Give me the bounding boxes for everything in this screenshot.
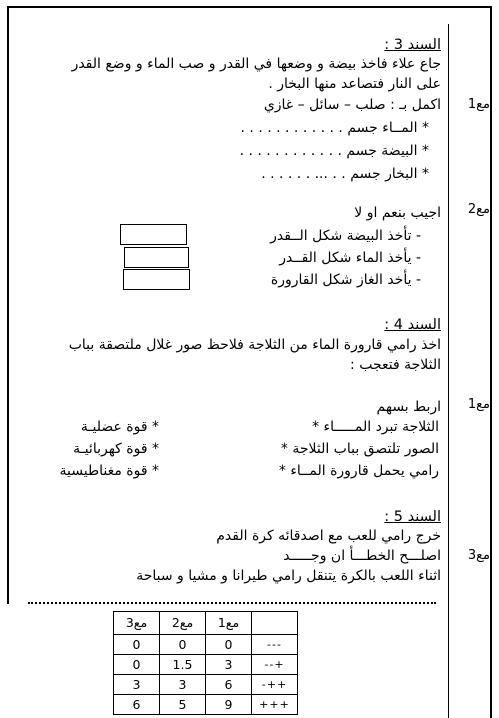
q3-prompt: اربط بسهم	[376, 399, 441, 415]
table-row	[114, 635, 298, 655]
criterion-label-q2: مع2	[467, 202, 490, 217]
doc5-text-line2: اصلـــح الخطـــأ ان وجـــــد	[283, 548, 441, 564]
q2-item-3: - يأخد الغاز شكل القارورة	[270, 272, 421, 288]
table-row	[114, 695, 298, 715]
dotted-separator	[28, 602, 436, 604]
score-cell: 0	[206, 635, 252, 655]
score-table	[113, 611, 298, 715]
score-cell: ++-	[252, 675, 298, 695]
score-cell: 3	[114, 675, 160, 695]
score-cell: 3	[160, 675, 206, 695]
score-header-c1: مع1	[206, 612, 252, 635]
score-cell: 6	[114, 695, 160, 715]
q1-prompt: اكمل بـ : صلب – سائل – غازي	[263, 97, 441, 113]
answer-box-1[interactable]	[120, 224, 187, 245]
score-cell: +++	[252, 695, 298, 715]
score-cell: +--	[252, 655, 298, 675]
doc5-text-line3: اثناء اللعب بالكرة يتنقل رامي طيرانا و مشيا و سباحة	[136, 568, 441, 584]
page-frame-left	[7, 6, 9, 604]
criterion-label-q4: مع3	[467, 548, 490, 563]
doc3-title: السند 3 :	[384, 37, 441, 53]
q2-item-1: - تأخذ البيضة شكل الــقدر	[270, 228, 421, 244]
score-cell: 0	[160, 635, 206, 655]
score-cell: 1.5	[160, 655, 206, 675]
score-cell: 9	[206, 695, 252, 715]
q2-item-2: - يأخذ الماء شكل القــدر	[279, 250, 421, 266]
score-table-header-row	[114, 612, 298, 635]
score-cell: 0	[114, 655, 160, 675]
doc3-text-line2: على النار فتصاعد منها البخار .	[268, 76, 441, 92]
answer-box-3[interactable]	[123, 269, 190, 290]
table-row	[114, 655, 298, 675]
match-right-2: * قوة كهربائيـة	[73, 441, 159, 457]
table-row	[114, 675, 298, 695]
match-left-3: رامي يحمل قارورة المــاء *	[278, 463, 439, 479]
answer-box-2[interactable]	[124, 247, 189, 268]
match-left-2: الصور تلتصق بباب الثلاجة *	[280, 441, 439, 457]
doc4-title: السند 4 :	[384, 317, 441, 333]
match-right-1: * قوة عضليـة	[80, 419, 159, 435]
doc3-text-line1: جاع علاء فاخذ بيضة و وضعها في القدر و صب الماء و وضع القدر	[71, 56, 441, 72]
score-cell: ---	[252, 635, 298, 655]
score-cell: 5	[160, 695, 206, 715]
criterion-label-q3: مع1	[467, 397, 490, 412]
q1-item-1: * المــاء جسم . . . . . . . . . . . .	[240, 120, 429, 136]
score-cell: 6	[206, 675, 252, 695]
doc5-text-line1: خرج رامي للعب مع اصدقائه كرة القدم	[216, 528, 441, 544]
q2-prompt: اجيب بنعم او لا	[354, 205, 441, 221]
criteria-column-divider	[448, 24, 449, 718]
doc5-title: السند 5 :	[384, 509, 441, 525]
q1-item-2: * البيضة جسم . . . . . . . . . . . .	[239, 143, 429, 159]
score-cell: 0	[114, 635, 160, 655]
doc4-text-line2: الثلاجة فتعجب :	[350, 357, 441, 373]
score-cell: 3	[206, 655, 252, 675]
page-frame-right	[490, 6, 492, 718]
match-left-1: الثلاجة تبرد المـــــاء *	[312, 419, 439, 435]
match-right-3: * قوة مغناطيسية	[59, 463, 159, 479]
score-header-c3: مع3	[114, 612, 160, 635]
page-frame-top	[7, 6, 491, 8]
criterion-label-q1: مع1	[467, 97, 490, 112]
score-header-sym	[252, 612, 298, 635]
doc4-text-line1: اخذ رامي قارورة الماء من الثلاجة فلاحظ صور غلال ملتصقة بباب	[68, 337, 441, 353]
score-header-c2: مع2	[160, 612, 206, 635]
q1-item-3: * البخار جسم . . ... . . . . . .	[261, 166, 429, 182]
